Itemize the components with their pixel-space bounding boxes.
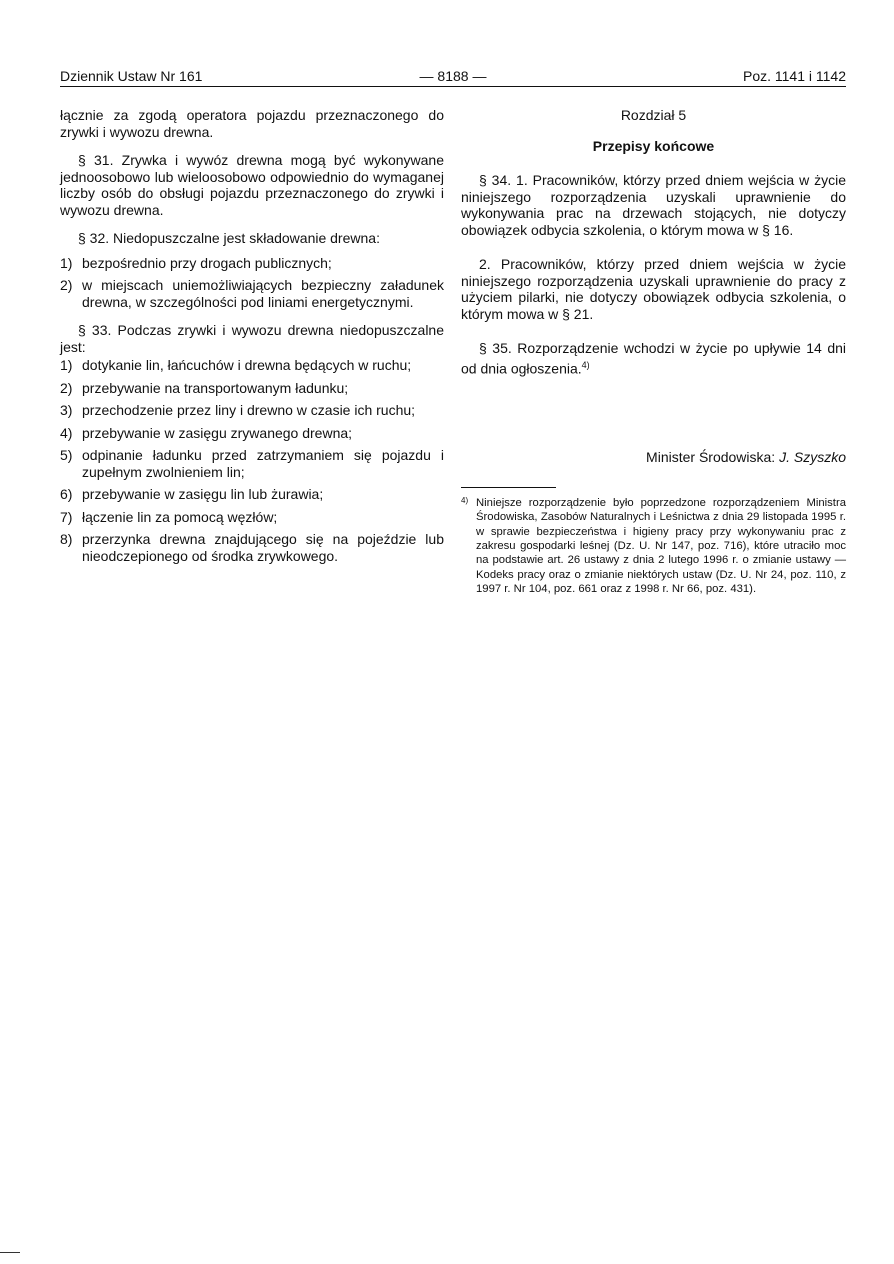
left-column	[60, 107, 444, 570]
chapter-number: Rozdział 5	[620, 107, 687, 123]
list-item: 2) przebywanie na transportowanym ładunku;	[60, 379, 349, 396]
list-item: 8) przerzynka drewna znajdującego się na pojeździe lub nieodczepionego od środka zrywkowego.	[60, 531, 444, 564]
list-item: 2) w miejscach uniemożliwiających bezpieczny załadunek drewna, w szczególności pod liniami energetycznymi.	[60, 277, 444, 310]
page-number: — 8188 —	[419, 68, 487, 84]
right-column	[461, 107, 846, 596]
list-item: 1) dotykanie lin, łańcuchów i drewna będących w ruchu;	[60, 357, 412, 373]
scan-corner-mark	[0, 1252, 20, 1253]
signature-name: J. Szyszko	[779, 448, 846, 465]
list-item: 7) łączenie lin za pomocą węzłów;	[60, 508, 278, 525]
paragraph-31: § 31. Zrywka i wywóz drewna mogą być wykonywane jednoosobowo lub wieloosobowo odpowiednio do wymaganej liczby osób do obsługi pojazdu przeznaczonego do zrywki i wywozu drewna.	[60, 152, 444, 218]
signature	[461, 449, 846, 466]
page-header	[60, 67, 846, 87]
paragraph-35: § 35. Rozporządzenie wchodzi w życie po upływie 14 dni od dnia ogłoszenia.$^{4)}$	[461, 340, 846, 377]
position-reference: Poz. 1141 i 1142	[742, 68, 846, 84]
journal-title: Dziennik Ustaw Nr 161	[60, 68, 203, 84]
list-item: 5) odpinanie ładunku przed zatrzymaniem się pojazdu i zupełnym zwolnieniem lin;	[60, 447, 444, 480]
footnote-reference: 4)	[581, 359, 590, 370]
paragraph-34-2: 2. Pracowników, którzy przed dniem wejścia w życie niniejszego rozporządzenia uzyskali uprawnienie do pracy z użyciem pilarki, nie dotyczy obowiązek odbycia szkolenia, o którym mowa w § 21.	[461, 256, 846, 322]
paragraph-32-list	[60, 255, 444, 311]
list-item: 1) bezpośrednio przy drogach publicznych;	[60, 254, 332, 271]
paragraph-32-intro: § 32. Niedopuszczalne jest składowanie drewna:	[78, 230, 380, 246]
paragraph-33-list	[60, 357, 444, 564]
paragraph-34-1: § 34. 1. Pracowników, którzy przed dniem wejścia w życie niniejszego rozporządzenia uzyskali uprawnienie do wykonywania prac na drzewach stojących, nie dotyczy obowiązek odbycia szkolenia, o którym mowa w § 16.	[461, 172, 846, 238]
list-item: 6) przebywanie w zasięgu lin lub żurawia;	[60, 486, 324, 502]
paragraph-33-intro: § 33. Podczas zrywki i wywozu drewna niedopuszczalne jest:	[60, 322, 444, 355]
continuation-text: łącznie za zgodą operatora pojazdu przeznaczonego do zrywki i wywozu drewna.	[60, 107, 444, 140]
chapter-title: Przepisy końcowe	[592, 137, 715, 154]
signature-label: Minister Środowiska:	[646, 448, 776, 465]
footnote-rule	[461, 487, 556, 488]
footnote-text: Niniejsze rozporządzenie było poprzedzone rozporządzeniem Ministra Środowiska, Zasobów Naturalnych i Leśnictwa z dnia 29 listopada 1995 r. w sprawie bezpieczeństwa i higieny pracy przy wykonywaniu prac z zakresu gospodarki leśnej (Dz. U. Nr 147, poz. 716), które utraciło moc na podstawie art. 26 ustawy z dnia 2 lutego 1996 r. o zmianie ustawy — Kodeks pracy oraz o zmianie niektórych ustaw (Dz. U. Nr 24, poz. 110, z 1997 r. Nr 104, poz. 661 oraz z 1998 r. Nr 66, poz. 431).	[476, 497, 846, 595]
list-item: 4) przebywanie w zasięgu zrywanego drewna;	[60, 424, 353, 441]
footnote	[461, 496, 846, 596]
header-rule	[60, 86, 846, 87]
footnote-mark: 4)	[461, 496, 469, 506]
list-item: 3) przechodzenie przez liny i drewno w czasie ich ruchu;	[60, 402, 416, 418]
